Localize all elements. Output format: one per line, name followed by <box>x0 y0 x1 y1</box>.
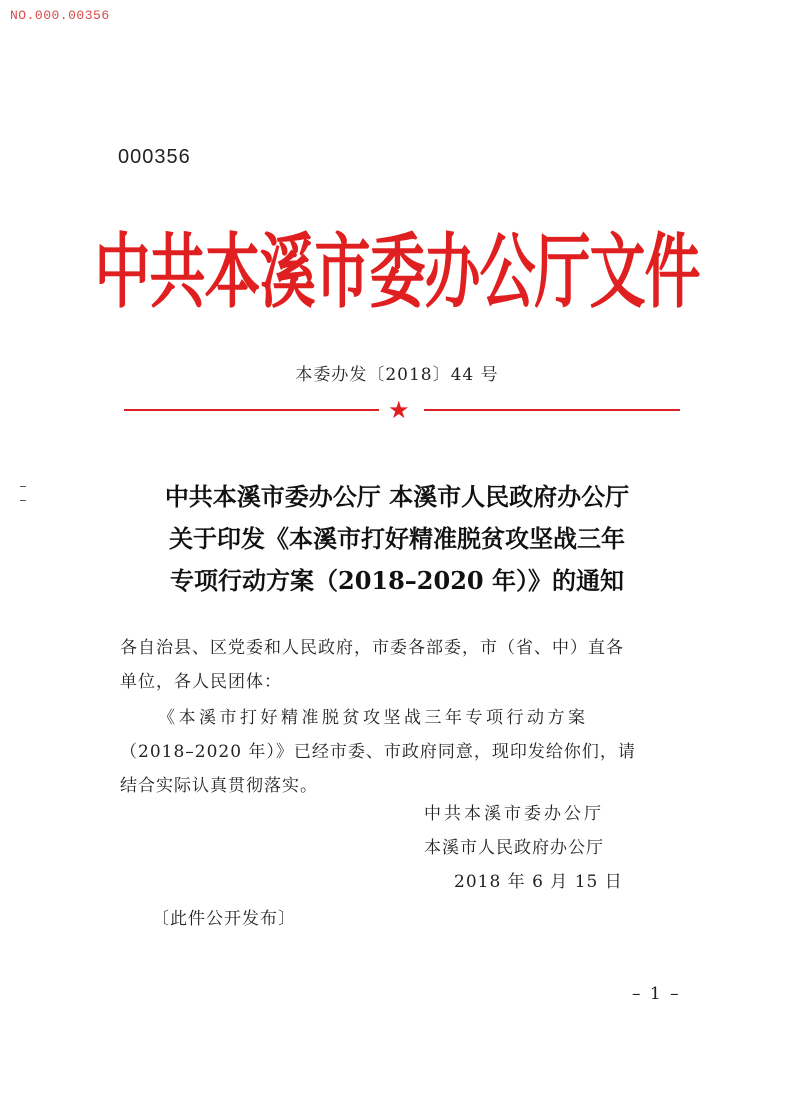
separator-line-left <box>124 409 379 411</box>
salutation-line: 单位，各人民团体： <box>120 672 282 692</box>
body-paragraph-line: （2018–2020 年）》已经市委、市政府同意，现印发给你们，请 <box>120 742 636 762</box>
title-line: 专项行动方案（2018–2020 年）》的通知 <box>170 566 624 595</box>
star-icon: ★ <box>388 396 410 424</box>
document-number: 本委办发〔2018〕44 号 <box>295 365 499 385</box>
document-code: 000356 <box>118 146 191 168</box>
issuer-name: 本溪市人民政府办公厅 <box>424 838 604 858</box>
document-masthead: 中共本溪市委办公厅文件 <box>94 226 700 321</box>
body-paragraph-line: 结合实际认真贯彻落实。 <box>120 776 318 796</box>
red-separator-rule <box>124 398 680 422</box>
salutation-line: 各自治县、区党委和人民政府，市委各部委，市（省、中）直各 <box>120 638 624 658</box>
issue-date: 2018 年 6 月 15 日 <box>454 872 623 892</box>
title-line: 中共本溪市委办公厅 本溪市人民政府办公厅 <box>164 482 630 511</box>
body-paragraph-line: 《本溪市打好精准脱贫攻坚战三年专项行动方案 <box>158 708 589 728</box>
serial-number-stamp: NO.000.00356 <box>10 8 110 23</box>
issuer-name: 中共本溪市委办公厅 <box>424 804 604 824</box>
notice-title <box>0 476 794 602</box>
title-line: 关于印发《本溪市打好精准脱贫攻坚战三年 <box>169 524 625 553</box>
publish-note: 〔此件公开发布〕 <box>152 909 296 929</box>
separator-line-right <box>424 409 680 411</box>
page-number: – 1 – <box>632 984 681 1004</box>
